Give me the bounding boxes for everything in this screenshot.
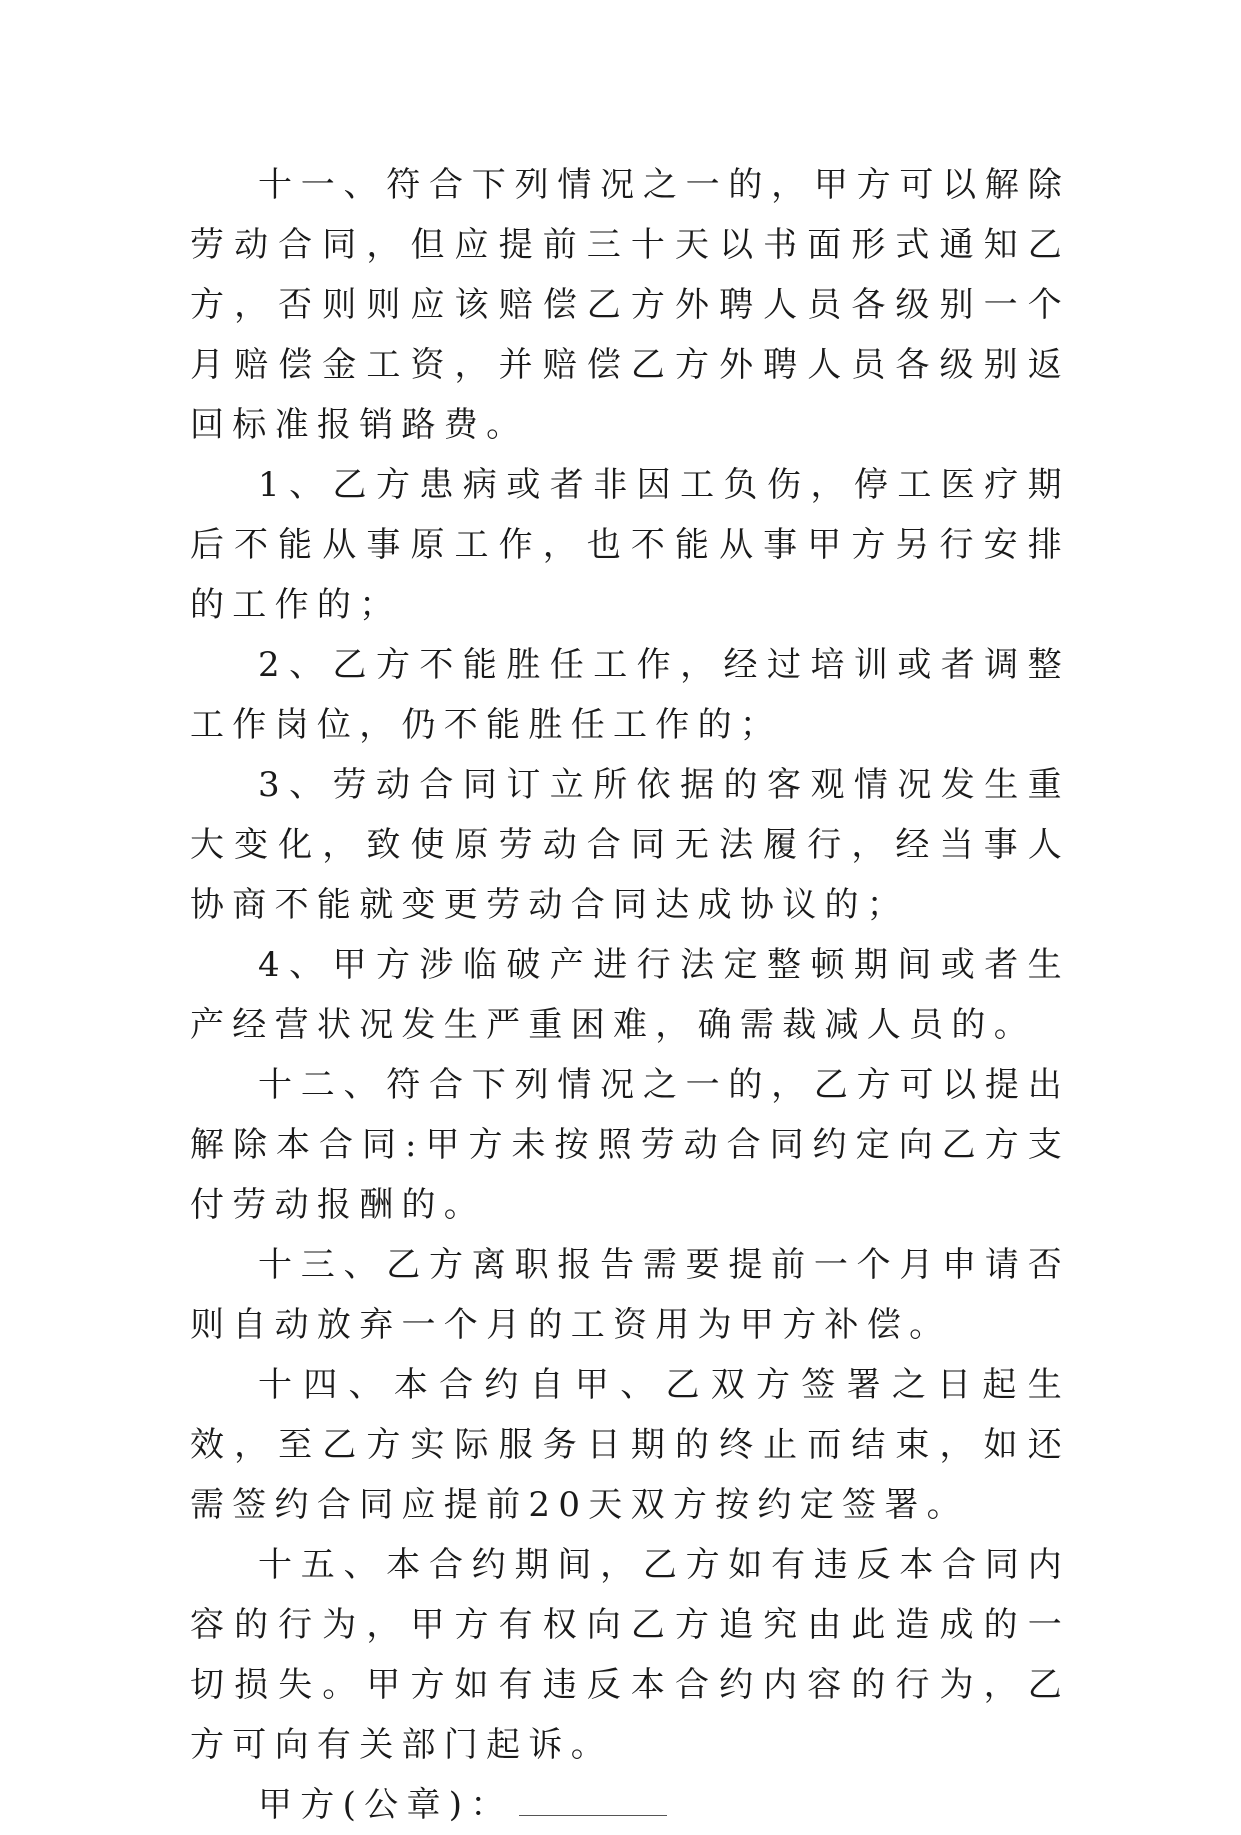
clause-11: 十一、符合下列情况之一的，甲方可以解除劳动合同，但应提前三十天以书面形式通知乙方，否则则应该赔偿乙方外聘人员各级别一个月赔偿金工资，并赔偿乙方外聘人员各级别返回标准报销路费。 [190, 165, 1070, 445]
clause-11-item-3: 3、劳动合同订立所依据的客观情况发生重大变化，致使原劳动合同无法履行，经当事人协商不能就变更劳动合同达成协议的； [190, 765, 1070, 925]
signature-row [190, 1775, 1070, 1835]
clause-15: 十五、本合约期间，乙方如有违反本合同内容的行为，甲方有权向乙方追究由此造成的一切损失。甲方如有违反本合约内容的行为，乙方可向有关部门起诉。 [190, 1545, 1070, 1765]
signature-label: 甲方(公章)： [258, 1785, 513, 1825]
signature-blank-line [519, 1785, 667, 1816]
clause-14: 十四、本合约自甲、乙双方签署之日起生效，至乙方实际服务日期的终止而结束，如还需签约合同应提前20天双方按约定签署。 [190, 1365, 1070, 1525]
clause-11-item-1: 1、乙方患病或者非因工负伤，停工医疗期后不能从事原工作，也不能从事甲方另行安排的工作的； [190, 465, 1070, 625]
clause-11-item-4: 4、甲方涉临破产进行法定整顿期间或者生产经营状况发生严重困难，确需裁减人员的。 [190, 945, 1070, 1045]
clause-11-item-2: 2、乙方不能胜任工作，经过培训或者调整工作岗位，仍不能胜任工作的； [190, 645, 1070, 745]
clause-13: 十三、乙方离职报告需要提前一个月申请否则自动放弃一个月的工资用为甲方补偿。 [190, 1245, 1070, 1345]
contract-body [190, 155, 1070, 1835]
clause-12: 十二、符合下列情况之一的，乙方可以提出解除本合同:甲方未按照劳动合同约定向乙方支付劳动报酬的。 [190, 1065, 1070, 1225]
